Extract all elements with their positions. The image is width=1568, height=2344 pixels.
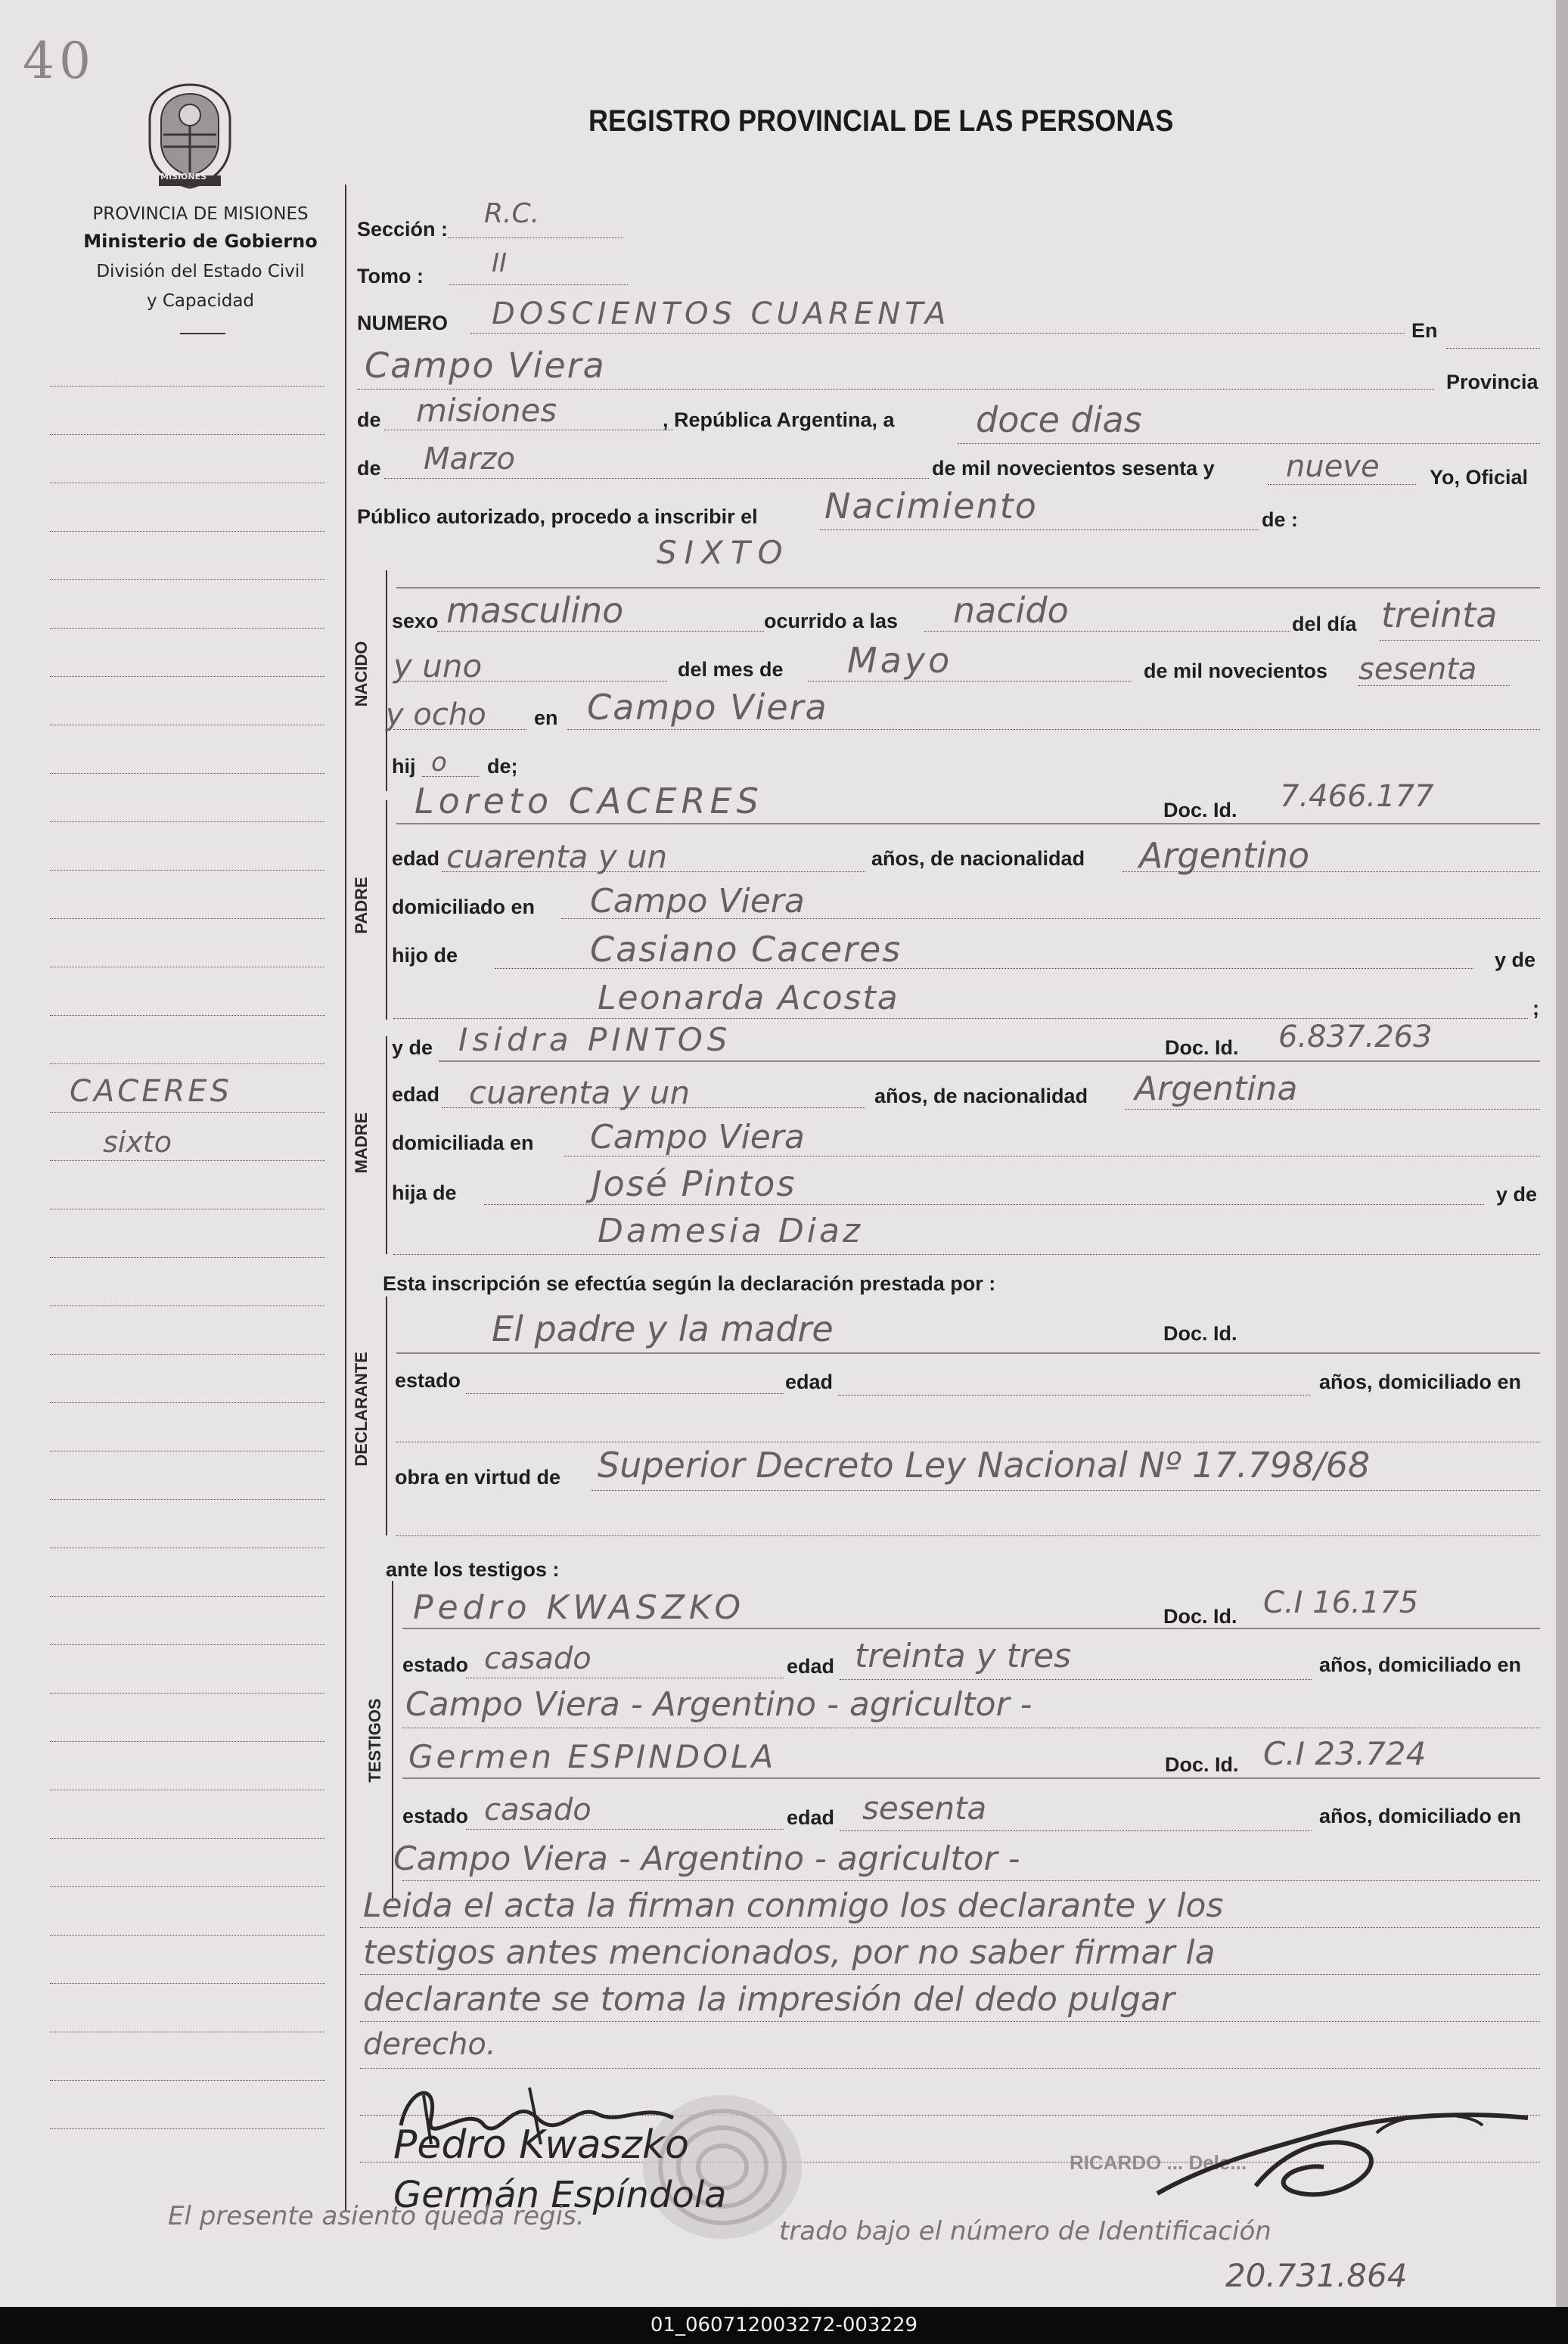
field-testigo1-edad: treinta y tres <box>855 1637 1072 1675</box>
label-testigo2-edad: edad <box>787 1806 835 1829</box>
label-madre-y-de: y de <box>392 1036 433 1059</box>
label-testigo2-dom: años, domiciliado en <box>1319 1805 1522 1827</box>
label-declarante-estado: estado <box>395 1369 461 1392</box>
margin-name: sixto <box>103 1125 172 1159</box>
seal-text: MISIONES <box>160 172 207 182</box>
field-padre-nac: Argentino <box>1139 835 1310 876</box>
footer-note-2: trado bajo el número de Identificación <box>779 2216 1271 2246</box>
field-madre-hija-1: José Pintos <box>591 1163 796 1204</box>
label-mil-novecientos: de mil novecientos <box>1144 660 1328 682</box>
label-madre-doc: Doc. Id. <box>1165 1036 1239 1059</box>
label-padre-hijo: hijo de <box>392 944 458 967</box>
official-signature-icon <box>1150 2103 1543 2216</box>
line <box>360 1974 1540 1975</box>
line <box>840 1830 1312 1831</box>
note-line-3: declarante se toma la impresión del dedo pulgar <box>363 1980 1175 2019</box>
label-en-nac: en <box>534 706 558 729</box>
rule <box>402 1628 1540 1629</box>
note-line-2: testigos antes mencionados, por no saber firmar la <box>363 1933 1216 1972</box>
field-tomo: II <box>492 248 508 278</box>
line <box>820 529 1259 530</box>
field-padre-hijo-1: Casiano Caceres <box>590 929 902 970</box>
note-line-4: derecho. <box>363 2027 496 2062</box>
field-numero: DOSCIENTOS CUARENTA <box>492 296 951 331</box>
field-obra: Superior Decreto Ley Nacional Nº 17.798/68 <box>598 1445 1371 1486</box>
label-del-mes: del mes de <box>678 658 784 681</box>
section-label-madre: MADRE <box>352 1112 371 1174</box>
label-de-colon: de : <box>1262 508 1299 531</box>
label-madre-nac: años, de nacionalidad <box>874 1085 1088 1107</box>
issuer-province: PROVINCIA DE MISIONES <box>92 204 309 224</box>
line <box>567 729 1540 730</box>
line <box>384 478 929 479</box>
field-madre-hija-2: Damesia Diaz <box>598 1212 864 1250</box>
line <box>924 631 1290 632</box>
line <box>840 1679 1312 1680</box>
line <box>1126 1109 1540 1110</box>
label-testigo1-edad: edad <box>787 1655 835 1678</box>
line <box>360 1927 1540 1928</box>
rule <box>396 823 1540 824</box>
field-madre-nac: Argentina <box>1135 1070 1298 1108</box>
section-label-nacido: NACIDO <box>352 641 371 707</box>
signature-testigo1: Pedro Kwaszko <box>393 2122 689 2168</box>
field-acto: Nacimiento <box>824 486 1038 526</box>
label-publico: Público autorizado, procedo a inscribir el <box>357 505 758 528</box>
field-sexo: masculino <box>446 590 624 631</box>
field-lugar: Campo Viera <box>365 345 606 386</box>
line <box>437 631 764 632</box>
field-anio: nueve <box>1286 449 1380 484</box>
label-declarante-doc: Doc. Id. <box>1163 1322 1237 1345</box>
section-label-padre: PADRE <box>352 877 371 934</box>
signature-testigo2: Germán Espíndola <box>393 2174 727 2216</box>
field-madre-doc: 6.837.263 <box>1278 1020 1433 1054</box>
label-padre-y-de: y de <box>1495 948 1536 971</box>
line <box>484 1204 1484 1205</box>
label-hij: hij <box>392 755 416 778</box>
label-de-semi: de; <box>487 755 518 778</box>
line <box>396 1535 1540 1536</box>
line <box>1268 484 1416 485</box>
page-edge <box>1556 0 1568 2307</box>
label-testigo2-doc: Doc. Id. <box>1165 1753 1239 1776</box>
label-testigo2-estado: estado <box>402 1805 469 1827</box>
label-madre-dom: domiciliada en <box>392 1132 534 1154</box>
rule <box>396 1352 1540 1354</box>
nacido-rule <box>386 570 387 791</box>
label-testigos: ante los testigos : <box>386 1558 560 1581</box>
page-number: 40 <box>23 32 95 90</box>
field-provincia: misiones <box>416 392 557 429</box>
label-republica: , República Argentina, a <box>663 408 895 431</box>
label-padre-doc: Doc. Id. <box>1163 799 1237 821</box>
field-lugar-nac: Campo Viera <box>587 687 828 728</box>
field-declarante: El padre y la madre <box>492 1309 834 1349</box>
field-testigo1-doc: C.I 16.175 <box>1263 1585 1419 1620</box>
field-seccion: R.C. <box>484 198 540 229</box>
line <box>958 443 1540 444</box>
label-numero: NUMERO <box>357 312 448 334</box>
line <box>466 1393 784 1394</box>
field-madre: Isidra PINTOS <box>458 1021 732 1058</box>
line <box>1446 348 1540 349</box>
field-testigo2-dom: Campo Viera - Argentino - agricultor - <box>393 1839 1020 1878</box>
label-del-dia: del día <box>1292 613 1357 635</box>
label-madre-y-de: y de <box>1496 1183 1538 1206</box>
note-line-1: Leida el acta la firman conmigo los declarante y los <box>363 1886 1224 1925</box>
line <box>591 1490 1540 1491</box>
label-testigo1-estado: estado <box>402 1653 469 1676</box>
field-testigo2-estado: casado <box>484 1793 591 1827</box>
line <box>470 333 1405 334</box>
declarante-rule <box>386 1296 387 1535</box>
field-mes: Marzo <box>424 442 515 477</box>
field-madre-edad: cuarenta y un <box>469 1074 691 1111</box>
line <box>357 389 1434 390</box>
field-dia: doce dias <box>976 399 1142 440</box>
line <box>1380 640 1540 641</box>
field-hora: nacido <box>953 590 1069 631</box>
label-ocurrido: ocurrido a las <box>764 610 899 632</box>
field-padre-dom: Campo Viera <box>590 882 805 921</box>
label-sexo: sexo <box>392 610 439 632</box>
rule <box>396 587 1540 588</box>
issuer-ministry: Ministerio de Gobierno <box>83 231 318 252</box>
field-nombre: SIXTO <box>657 534 790 571</box>
label-inscripcion: Esta inscripción se efectúa según la declaración prestada por : <box>383 1272 996 1295</box>
field-padre-doc: 7.466.177 <box>1280 779 1434 814</box>
label-seccion: Sección : <box>357 218 449 241</box>
section-label-declarante: DECLARANTE <box>352 1352 371 1467</box>
form-vertical-rule <box>345 185 346 2212</box>
footer-note-1: El presente asiento queda regis. <box>168 2201 585 2231</box>
field-padre-edad: cuarenta y un <box>446 838 668 875</box>
line <box>838 1395 1310 1396</box>
field-padre-hijo-2: Leonarda Acosta <box>598 979 899 1017</box>
issuer-division: División del Estado Civil <box>96 262 305 281</box>
label-madre-hija: hija de <box>392 1181 457 1204</box>
label-de-2: de <box>357 457 381 480</box>
label-provincia: Provincia <box>1446 371 1539 393</box>
label-testigo1-doc: Doc. Id. <box>1163 1605 1237 1628</box>
label-mil-sesenta: de mil novecientos sesenta y <box>932 457 1215 480</box>
line <box>360 2021 1540 2022</box>
page-title: REGISTRO PROVINCIAL DE LAS PERSONAS <box>588 104 1174 138</box>
field-hij-suffix: o <box>431 747 447 778</box>
line <box>466 1829 784 1830</box>
issuer-capacity: y Capacidad <box>146 291 255 311</box>
label-declarante-dom: años, domiciliado en <box>1319 1371 1522 1393</box>
padre-rule <box>386 800 387 1020</box>
field-anio-nac-1: sesenta <box>1358 652 1477 687</box>
rule <box>439 1060 1540 1062</box>
official-stamp: RICARDO ... Dele... <box>1070 2151 1247 2174</box>
field-testigo1-dom: Campo Viera - Argentino - agricultor - <box>405 1685 1032 1724</box>
image-id-caption: 01_060712003272-003229 <box>0 2307 1568 2344</box>
label-padre-nac: años, de nacionalidad <box>871 847 1085 870</box>
field-dia-nac-2: y uno <box>393 647 483 685</box>
label-de-1: de <box>357 408 381 431</box>
line <box>393 1018 1528 1019</box>
label-madre-edad: edad <box>392 1083 440 1106</box>
divider <box>180 333 225 334</box>
line <box>360 2068 1540 2069</box>
field-anio-nac-2: y ocho <box>386 697 486 732</box>
rule <box>402 1777 1540 1779</box>
section-label-testigos: TESTIGOS <box>365 1698 384 1783</box>
label-yo-oficial: Yo, Oficial <box>1430 466 1529 489</box>
label-declarante-edad: edad <box>785 1371 834 1393</box>
field-testigo2-edad: sesenta <box>862 1790 987 1827</box>
line <box>393 1254 1540 1255</box>
label-semicolon: ; <box>1532 997 1539 1020</box>
label-testigo1-dom: años, domiciliado en <box>1319 1653 1522 1676</box>
field-mes-nac: Mayo <box>847 640 953 681</box>
field-testigo1: Pedro KWASZKO <box>413 1588 746 1627</box>
madre-rule <box>386 1036 387 1254</box>
footer-note-number: 20.731.864 <box>1225 2257 1408 2294</box>
label-tomo: Tomo : <box>357 265 424 287</box>
label-obra: obra en virtud de <box>395 1466 561 1489</box>
margin-surname: CACERES <box>70 1074 232 1109</box>
field-padre: Loreto CACERES <box>415 781 763 821</box>
field-testigo1-estado: casado <box>484 1641 591 1676</box>
field-testigo2: Germen ESPINDOLA <box>408 1738 777 1775</box>
label-en: En <box>1411 319 1438 342</box>
field-madre-dom: Campo Viera <box>590 1118 805 1156</box>
field-testigo2-doc: C.I 23.724 <box>1263 1735 1427 1772</box>
label-padre-dom: domiciliado en <box>392 896 536 918</box>
field-dia-nac-1: treinta <box>1381 595 1498 635</box>
line <box>402 1880 1540 1881</box>
line <box>449 284 628 285</box>
label-padre-edad: edad <box>392 847 440 870</box>
